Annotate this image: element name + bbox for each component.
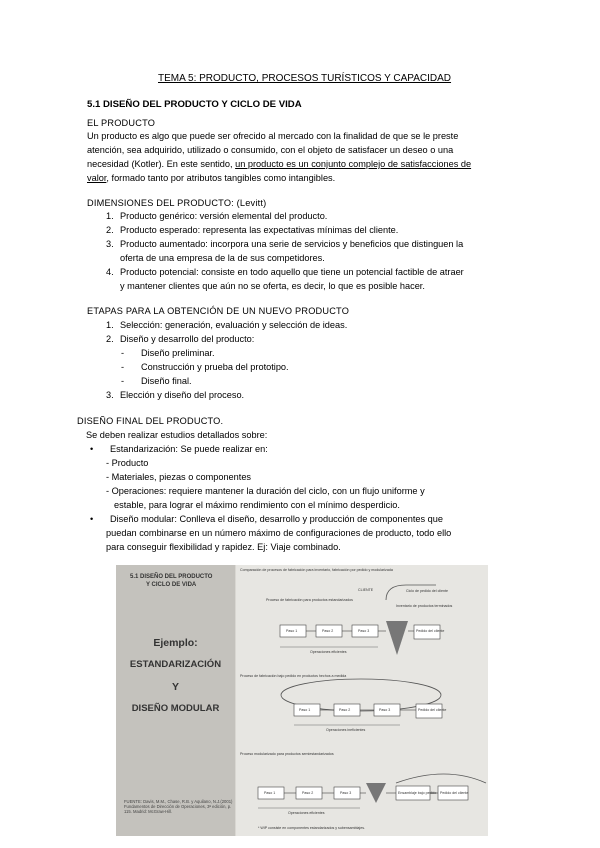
bullet-text-cont: para conseguir flexibilidad y rapidez. Ej: Viaje combinado. — [106, 542, 341, 552]
bullet-text-cont: puedan combinarse en un número máximo de configuraciones de producto, todo ello — [106, 528, 452, 538]
page-title: TEMA 5: PRODUCTO, PROCESOS TURÍSTICOS Y CAPACIDAD — [158, 73, 452, 84]
list-number: 2. — [106, 225, 114, 235]
figure-modular: DISEÑO MODULAR — [131, 703, 220, 714]
bullet-item — [90, 514, 443, 524]
diagram-header: Comparación de procesos de fabricación para inventario, fabricación por pedido y modularizada — [240, 568, 393, 572]
producto-underlined: un producto es un conjunto complejo de satisfacciones de — [235, 159, 472, 169]
paso-label: Paso 3 — [358, 629, 370, 633]
paso-label: Paso 2 — [302, 791, 314, 795]
process2-label: Proceso de fabricación bajo pedido en productos hechos a medida — [240, 674, 347, 678]
paso-label: Paso 2 — [322, 629, 334, 633]
list-text: Elección y diseño del proceso. — [120, 390, 245, 400]
list-item — [106, 225, 398, 235]
pedido-label: Pedido del cliente — [418, 708, 447, 712]
list-number: 1. — [106, 320, 114, 330]
wip-note: * WIP consiste en componentes estandarizados y subensamblajes. — [258, 826, 366, 830]
process3-loop — [396, 774, 486, 783]
list-number: 3. — [106, 239, 114, 249]
list-text: Diseño y desarrollo del producto: — [120, 334, 255, 344]
wip-triangle — [366, 783, 386, 803]
client-label: CLIENTE — [358, 588, 374, 592]
dash: - — [121, 348, 125, 358]
bullet-item — [90, 444, 268, 454]
figure-y: Y — [171, 681, 179, 693]
bullet-sub: estable, para lograr el máximo rendimiento con el mínimo desperdicio. — [114, 500, 400, 510]
dash: - — [121, 362, 125, 372]
producto-heading: EL PRODUCTO — [87, 118, 156, 128]
list-number: 4. — [106, 267, 114, 277]
list-text: Producto potencial: consiste en todo aquello que tiene un potencial factible de atraer — [120, 267, 464, 277]
producto-text-b: , formado tanto por atributos tangibles como intangibles. — [106, 173, 336, 183]
bullet-text: Diseño modular: Conlleva el diseño, desarrollo y producción de componentes que — [110, 514, 443, 524]
figure-estandarizacion: ESTANDARIZACIÓN — [129, 659, 222, 670]
list-text-cont: y mantener clientes que aún no se oferta, es decir, lo que es posible hacer. — [120, 281, 425, 291]
sub-text: Construcción y prueba del prototipo. — [141, 362, 289, 372]
list-number: 1. — [106, 211, 114, 221]
figure-left-panel — [116, 565, 235, 836]
bullet-sub: - Operaciones: requiere mantener la duración del ciclo, con un flujo uniforme y — [106, 486, 425, 496]
inventory-triangle — [386, 621, 408, 655]
producto-text-a: necesidad (Kotler). En este sentido, — [87, 159, 236, 169]
list-text-cont: oferta de una empresa de la de sus competidores. — [120, 253, 325, 263]
process3-label: Proceso modularizado para productos semiestandarizados — [240, 752, 334, 756]
sub-item — [121, 362, 289, 372]
paso-label: Paso 1 — [299, 708, 311, 712]
pedido-label: Pedido del cliente — [416, 629, 445, 633]
producto-text-line — [87, 173, 335, 183]
figure-ejemplo: Ejemplo: — [153, 637, 198, 649]
list-item — [106, 211, 327, 221]
bullet-text: Estandarización: Se puede realizar en: — [110, 444, 268, 454]
list-text: Producto esperado: representa las expectativas mínimas del cliente. — [120, 225, 399, 235]
list-number: 3. — [106, 390, 114, 400]
final-heading: DISEÑO FINAL DEL PRODUCTO. — [77, 416, 224, 426]
op-label: Operaciones ineficientes — [326, 728, 366, 732]
bullet-icon: • — [90, 444, 94, 454]
example-figure — [116, 565, 488, 836]
sub-text: Diseño final. — [141, 376, 192, 386]
list-item — [106, 390, 244, 400]
paso-label: Paso 1 — [286, 629, 298, 633]
op-label: Operaciones eficientes — [310, 650, 347, 654]
final-intro: Se deben realizar estudios detallados sobre: — [86, 430, 268, 440]
producto-underlined: valor — [87, 173, 107, 183]
dimensiones-heading: DIMENSIONES DEL PRODUCTO: (Levitt) — [87, 198, 267, 208]
sub-item — [121, 376, 192, 386]
paso-label: Paso 3 — [379, 708, 391, 712]
inv-label: Inventario de productos terminados — [396, 604, 453, 608]
list-item — [106, 334, 254, 344]
bullet-icon: • — [90, 514, 94, 524]
list-item — [106, 267, 464, 277]
paso-label: Paso 2 — [339, 708, 351, 712]
sub-text: Diseño preliminar. — [141, 348, 215, 358]
list-item — [106, 239, 463, 249]
list-number: 2. — [106, 334, 114, 344]
op-label: Operaciones eficientes — [288, 811, 325, 815]
process3-row — [258, 783, 468, 803]
list-text: Selección: generación, evaluación y selección de ideas. — [120, 320, 348, 330]
ciclo-label: Ciclo de pedido del cliente — [406, 589, 448, 593]
bullet-sub: - Materiales, piezas o componentes — [106, 472, 252, 482]
producto-text-line: atención, sea adquirido, utilizado o consumido, con el objeto de satisfacer un deseo o una — [87, 145, 454, 155]
process-diagram — [236, 565, 488, 836]
pedido-label: Pedido del cliente — [440, 791, 469, 795]
dash: - — [121, 376, 125, 386]
producto-text-line: Un producto es algo que puede ser ofrecido al mercado con la finalidad de que se le preste — [87, 131, 459, 141]
paso-label: Paso 1 — [264, 791, 276, 795]
list-item — [106, 320, 347, 330]
etapas-heading: ETAPAS PARA LA OBTENCIÓN DE UN NUEVO PRODUCTO — [87, 306, 350, 316]
figure-source: FUENTE: Davis, M.M., Chase, R.B. y Aquilano, N.J.(2001) Fundamentos de Dirección de Operaciones, 3ª edición, p. 115. Madrid: McGraw-Hill. — [124, 799, 233, 814]
figure-slide-title: Y CICLO DE VIDA — [146, 582, 197, 588]
process1-label: Proceso de fabricación para productos estandarizados — [266, 598, 353, 602]
producto-text-line — [87, 159, 471, 169]
process1-row — [280, 621, 440, 655]
list-text: Producto genérico: versión elemental del producto. — [120, 211, 328, 221]
ensam-label: Ensamblaje bajo pedido — [398, 791, 437, 795]
sub-item — [121, 348, 215, 358]
section-heading: 5.1 DISEÑO DEL PRODUCTO Y CICLO DE VIDA — [87, 99, 302, 110]
figure-slide-title: 5.1 DISEÑO DEL PRODUCTO — [130, 574, 213, 580]
bullet-sub: - Producto — [106, 458, 149, 468]
list-text: Producto aumentado: incorpora una serie de servicios y beneficios que distinguen la — [120, 239, 464, 249]
paso-label: Paso 3 — [340, 791, 352, 795]
